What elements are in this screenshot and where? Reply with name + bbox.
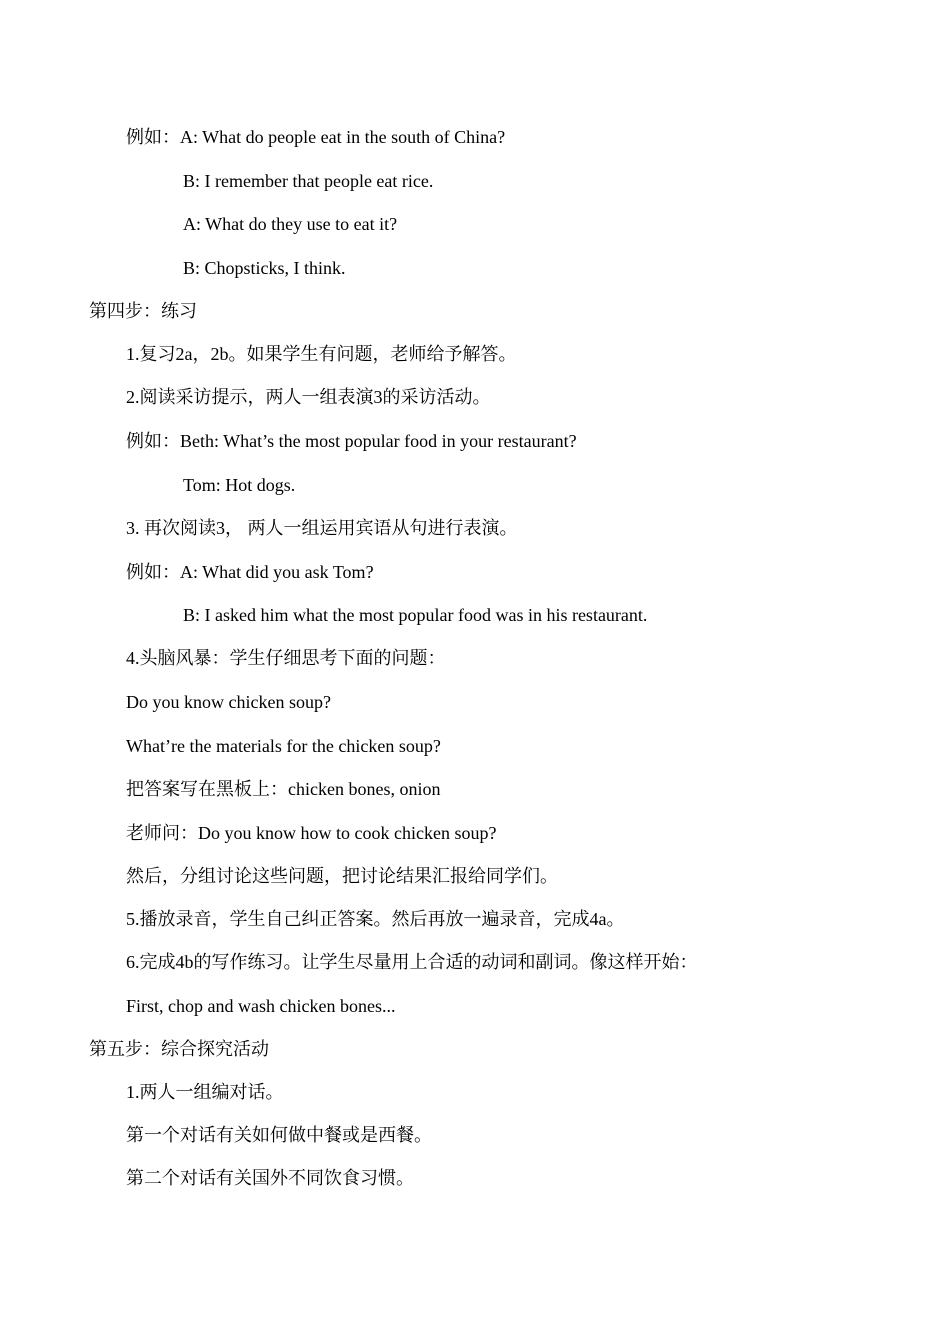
activity-item-1: 1.两人一组编对话。: [126, 1082, 284, 1102]
example-asked-answer: B: I asked him what the most popular food was in his restaurant.: [183, 605, 648, 625]
example-ask-tom: 例如：A: What did you ask Tom?: [126, 562, 374, 582]
step-item-6: 6.完成4b的写作练习。让学生尽量用上合适的动词和副词。像这样开始：: [126, 952, 698, 972]
dialogue-two-topic: 第二个对话有关国外不同饮食习惯。: [126, 1168, 414, 1188]
teacher-question: 老师问：Do you know how to cook chicken soup?: [126, 823, 497, 843]
brainstorm-question-1: Do you know chicken soup?: [126, 692, 331, 712]
step-item-3: 3. 再次阅读3， 两人一组运用宾语从句进行表演。: [126, 518, 518, 538]
example-question-south-china: 例如：A: What do people eat in the south of China?: [126, 127, 506, 147]
example-question-utensil: A: What do they use to eat it?: [183, 214, 398, 234]
example-answer-chopsticks: B: Chopsticks, I think.: [183, 258, 346, 278]
step-item-2: 2.阅读采访提示，两人一组表演3的采访活动。: [126, 387, 491, 407]
section-heading-step-four: 第四步：练习: [89, 301, 197, 321]
step-item-1: 1.复习2a，2b。如果学生有问题，老师给予解答。: [126, 344, 517, 364]
example-beth-question: 例如：Beth: What’s the most popular food in your restaurant?: [126, 431, 577, 451]
brainstorm-question-2: What’re the materials for the chicken soup?: [126, 736, 441, 756]
step-item-4: 4.头脑风暴：学生仔细思考下面的问题：: [126, 648, 446, 668]
step-item-5: 5.播放录音，学生自己纠正答案。然后再放一遍录音，完成4a。: [126, 909, 625, 929]
group-discussion: 然后，分组讨论这些问题，把讨论结果汇报给同学们。: [126, 866, 558, 886]
blackboard-answer: 把答案写在黑板上：chicken bones, onion: [126, 779, 441, 799]
example-answer-rice: B: I remember that people eat rice.: [183, 171, 434, 191]
writing-start-example: First, chop and wash chicken bones...: [126, 996, 396, 1016]
section-heading-step-five: 第五步：综合探究活动: [89, 1039, 269, 1059]
dialogue-one-topic: 第一个对话有关如何做中餐或是西餐。: [126, 1125, 432, 1145]
example-tom-answer: Tom: Hot dogs.: [183, 475, 296, 495]
